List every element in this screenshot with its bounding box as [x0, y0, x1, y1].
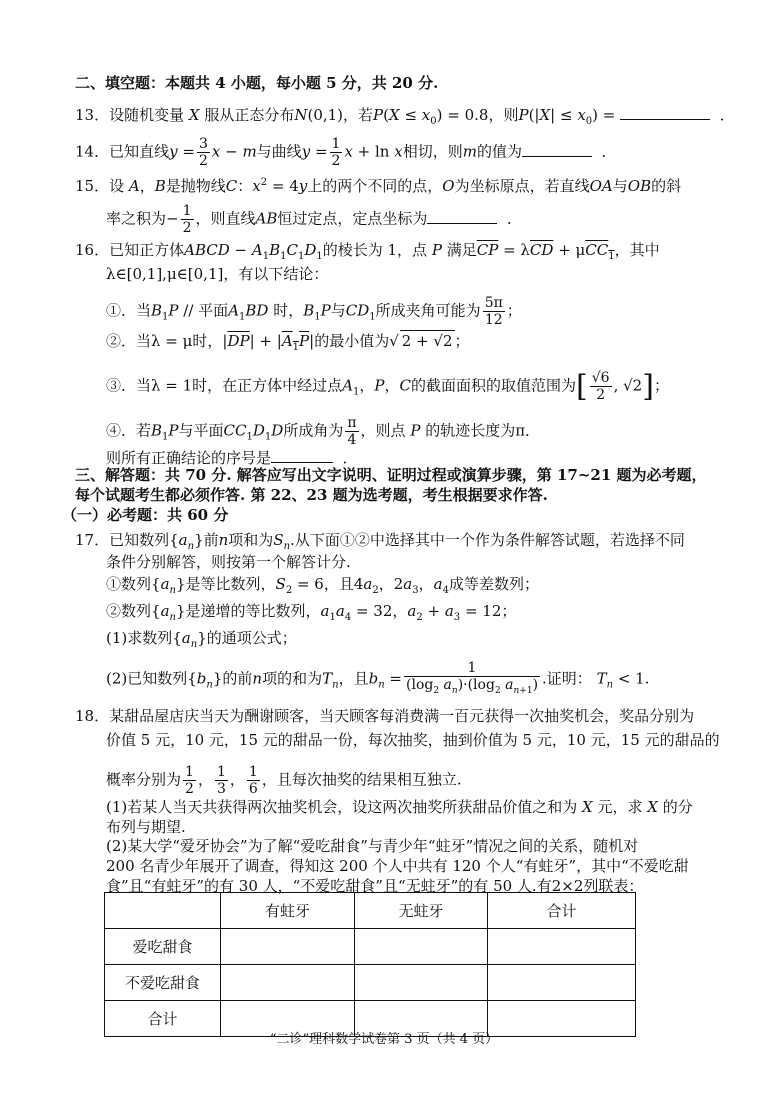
question-18-part-1-cont: 布列与期望.: [106, 818, 186, 836]
section2-heading: 二、填空题：本题共 4 小题，每小题 5 分，共 20 分.: [75, 74, 439, 92]
answer-blank[interactable]: [427, 209, 497, 224]
page-footer: “二诊”理科数学试卷第 3 页（共 4 页）: [269, 1032, 499, 1047]
question-16-option-4: ④．若$B_1P$与平面$CC_1D_1D$所成角为 $\frac{\pi}{4}$ ，则点 P 的轨迹长度为π．: [106, 415, 541, 448]
table-cell: [355, 965, 488, 1001]
contingency-table: [104, 892, 636, 1037]
question-17-line1: 17．已知数列$\{a_n\}$前n项和为$S_n$.从下面①②中选择其中一个作为条件解答试题，若选择不同: [75, 531, 685, 552]
table-header-row: [105, 893, 636, 929]
table-row-label: 不爱吃甜食: [105, 965, 221, 1001]
section3-subheading: （一）必考题：共 60 分: [62, 506, 229, 524]
question-17-part-2: (2)已知数列$\{b_n\}$的前n项的和为$T_n$，且$b_n$ = $\frac{1}{(\log_2 a_n)\cdot(\log_2 a_{n+1})}$ .证明： $T_n < 1$.: [106, 660, 650, 696]
question-15-line1: 15．设 A，B是抛物线C：$x^2 = 4y$上的两个不同的点，O为坐标原点，若直线OA与OB的斜: [75, 177, 682, 195]
table-row-label: 爱吃甜食: [105, 929, 221, 965]
answer-blank[interactable]: [620, 105, 710, 120]
question-16-option-1: ①．当$B_1P$ // 平面$A_1BD$ 时，$B_1P$与$CD_1$所成夹角可能为 $\frac{5\pi}{12}$ ；: [106, 295, 522, 328]
question-18-part-1: (1)若某人当天共获得两次抽奖机会，设这两次抽奖所获甜品价值之和为 X 元，求 X 的分: [106, 798, 693, 816]
question-17-line2: 条件分别解答，则按第一个解答计分.: [106, 553, 351, 571]
table-cell: [221, 965, 355, 1001]
question-18-part-2-line1: (2)某大学“爱牙协会”为了解“爱吃甜食”与青少年“蛀牙”情况之间的关系，随机对: [106, 837, 639, 855]
table-row: [105, 929, 636, 965]
question-17-condition-1: ①数列$\{a_n\}$是等比数列，$S_2 = 6$，且$4a_2$，$2a_3$，$a_4$成等差数列；: [106, 575, 539, 596]
question-18-line1: 18．某甜品屋店庆当天为酬谢顾客，当天顾客每消费满一百元获得一次抽奖机会，奖品分别为: [75, 707, 695, 725]
question-16-line1: 16．已知正方体ABCD − $A_1B_1C_1D_1$的棱长为 1，点 P 满足$\overline{CP} = \lambda\overline{CD} + \mu CC_1$，其中: [75, 241, 660, 262]
table-row: [105, 965, 636, 1001]
question-15-line2: 率之积为− $\frac{1}{2}$ ，则直线AB恒过定点，定点坐标为 ．: [106, 203, 522, 236]
table-header-cell: 有蛀牙: [221, 893, 355, 929]
table-cell: [488, 929, 636, 965]
question-16-option-2: ②．当λ = μ时，$|\overline{DP}| + |A_1P|$的最小值为√ 2 + √2 ；: [106, 332, 470, 353]
question-18-line2: 价值 5 元，10 元，15 元的甜品一份，每次抽奖，抽到价值为 5 元，10 元，15 元的甜品的: [106, 731, 720, 749]
table-header-cell: 无蛀牙: [355, 893, 488, 929]
table-cell: [488, 965, 636, 1001]
question-17-condition-2: ②数列$\{a_n\}$是递增的等比数列，$a_1a_4 = 32$，$a_2 + a_3 = 12$；: [106, 602, 517, 623]
question-14: 14．已知直线y = $\frac{3}{2}$ x − m与曲线y = $\frac{1}{2}$ x + ln x相切，则m的值为 ．: [75, 136, 617, 169]
answer-blank[interactable]: [522, 142, 592, 157]
table-cell: [221, 929, 355, 965]
question-13: 13．设随机变量 X 服从正态分布N(0,1)，若$P(X \le x_0) = 0.8$，则$P(|X| \le x_0)$ = ．: [75, 106, 735, 127]
question-16-last: 则所有正确结论的序号是 ．: [106, 449, 358, 467]
section3-line2: 每个试题考生都必须作答. 第 22、23 题为选考题，考生根据要求作答.: [75, 486, 548, 504]
question-18-line3: 概率分别为 $\frac{1}{2}$ ， $\frac{1}{3}$ ， $\frac{1}{6}$ ，且每次抽奖的结果相互独立.: [106, 764, 462, 797]
table-header-cell: [105, 893, 221, 929]
table-row-label: 合计: [105, 1001, 221, 1037]
table-cell: [355, 929, 488, 965]
table-header-cell: 合计: [488, 893, 636, 929]
section3-line1: 三、解答题：共 70 分. 解答应写出文字说明、证明过程或演算步骤，第 17~21 题为必考题，: [75, 466, 707, 484]
question-18-part-2-line3: 食”且“有蛀牙”的有 30 人，“不爱吃甜食”且“无蛀牙”的有 50 人.有2×2列联表：: [106, 877, 644, 895]
answer-blank[interactable]: [271, 448, 333, 463]
question-17-part-1: (1)求数列$\{a_n\}$的通项公式；: [106, 629, 297, 650]
question-16-line2: λ∈[0,1],μ∈[0,1]，有以下结论：: [106, 265, 329, 283]
question-16-option-3: ③．当λ = 1时，在正方体中经过点$A_1$，P，C的截面面积的取值范围为[ $\frac{√6}{2}$ , √2]；: [106, 368, 669, 404]
question-18-part-2-line2: 200 名青少年展开了调查，得知这 200 个人中共有 120 个人“有蛀牙”，其中“不爱吃甜: [106, 857, 689, 875]
